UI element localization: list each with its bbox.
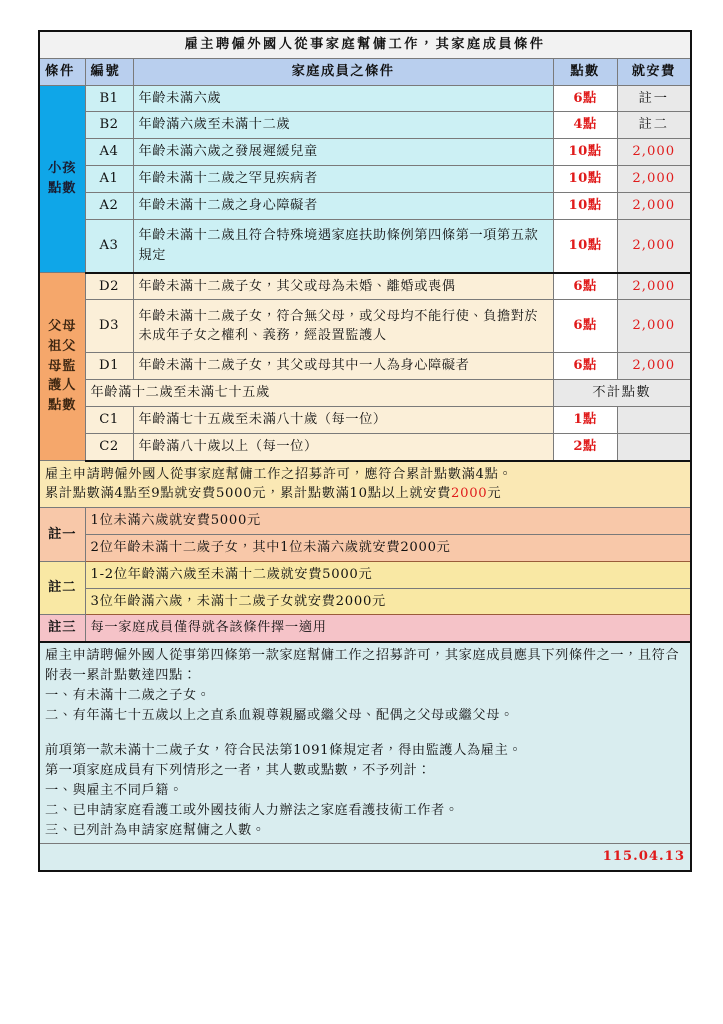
legal-row [39, 642, 691, 844]
note-label-1: 註一 [39, 508, 85, 562]
row-points: 1點 [553, 406, 617, 433]
page-title: 雇主聘僱外國人從事家庭幫傭工作，其家庭成員條件 [39, 31, 691, 58]
note-item: 每一家庭成員僅得就各該條件擇一適用 [85, 615, 691, 642]
note-row [39, 561, 691, 588]
table-row [39, 85, 691, 112]
row-description: 年齡未滿十二歲子女，其父或母為未婚、離婚或喪偶 [133, 273, 553, 300]
row-description: 年齡未滿十二歲子女，其父或母其中一人為身心障礙者 [133, 353, 553, 380]
row-points: 6點 [553, 300, 617, 353]
row-description: 年齡滿十二歲至未滿七十五歲 [85, 380, 553, 407]
header-fee: 就安費 [617, 58, 691, 85]
table-row [39, 192, 691, 219]
family-member-conditions-table [38, 30, 692, 872]
row-description: 年齡未滿六歲 [133, 85, 553, 112]
category-label-child [39, 85, 85, 272]
summary-box [39, 461, 691, 508]
table-row [39, 380, 691, 407]
row-fee: 2,000 [617, 300, 691, 353]
row-description: 年齡滿八十歲以上（每一位） [133, 433, 553, 460]
row-points-no-count: 不計點數 [553, 380, 691, 407]
row-fee [617, 433, 691, 460]
row-fee: 2,000 [617, 273, 691, 300]
row-fee: 2,000 [617, 192, 691, 219]
note-item: 3位年齡滿六歲，未滿十二歲子女就安費2000元 [85, 588, 691, 615]
row-fee: 2,000 [617, 139, 691, 166]
category-label-parent-text: 父母祖父母監護人點數 [48, 319, 77, 414]
row-code: C2 [85, 433, 133, 460]
row-code: D3 [85, 300, 133, 353]
row-points: 2點 [553, 433, 617, 460]
legal-paragraph-1: 雇主申請聘僱外國人從事第四條第一款家庭幫傭工作之招募許可，其家庭成員應具下列條件之一，且符合附表一累計點數達四點： [45, 648, 680, 683]
row-code: A4 [85, 139, 133, 166]
note-item: 1-2位年齡滿六歲至未滿十二歲就安費5000元 [85, 561, 691, 588]
table-row [39, 353, 691, 380]
summary-line-1: 雇主申請聘僱外國人從事家庭幫傭工作之招募許可，應符合累計點數滿4點。 [45, 466, 513, 482]
row-description: 年齡未滿十二歲子女，符合無父母，或父母均不能行使、負擔對於未成年子女之權利、義務，經設置監護人 [133, 300, 553, 353]
column-header-row [39, 58, 691, 85]
row-points: 10點 [553, 219, 617, 273]
summary-row [39, 461, 691, 508]
row-description: 年齡未滿十二歲且符合特殊境遇家庭扶助條例第四條第一項第五款規定 [133, 219, 553, 273]
row-code: A2 [85, 192, 133, 219]
row-description: 年齡滿七十五歲至未滿八十歲（每一位） [133, 406, 553, 433]
summary-line-2-after: 元 [487, 486, 502, 502]
row-points: 6點 [553, 353, 617, 380]
row-fee: 2,000 [617, 219, 691, 273]
row-code: A3 [85, 219, 133, 273]
header-description: 家庭成員之條件 [133, 58, 553, 85]
row-fee: 註一 [617, 85, 691, 112]
row-points: 10點 [553, 192, 617, 219]
row-description: 年齡未滿六歲之發展遲緩兒童 [133, 139, 553, 166]
document-date: 115.04.13 [39, 844, 691, 871]
note-row [39, 508, 691, 535]
note-label-2: 註二 [39, 561, 85, 615]
legal-paragraph-5: 第一項家庭成員有下列情形之一者，其人數或點數，不予列計： [45, 763, 432, 779]
row-code: D1 [85, 353, 133, 380]
row-points: 4點 [553, 112, 617, 139]
table-row [39, 273, 691, 300]
row-fee [617, 406, 691, 433]
table-row [39, 300, 691, 353]
header-code: 編號 [85, 58, 133, 85]
category-label-parent [39, 273, 85, 461]
note-item: 2位年齡未滿十二歲子女，其中1位未滿六歲就安費2000元 [85, 534, 691, 561]
row-code: D2 [85, 273, 133, 300]
date-row [39, 844, 691, 871]
row-fee: 註二 [617, 112, 691, 139]
legal-paragraph-7: 二、已申請家庭看護工或外國技術人力辦法之家庭看護技術工作者。 [45, 802, 459, 818]
legal-paragraph-6: 一、與雇主不同戶籍。 [45, 782, 183, 798]
table-row [39, 433, 691, 460]
legal-paragraph-2: 一、有未滿十二歲之子女。 [45, 687, 211, 703]
row-description: 年齡未滿十二歲之身心障礙者 [133, 192, 553, 219]
row-code: B1 [85, 85, 133, 112]
note-label-3: 註三 [39, 615, 85, 642]
summary-line-2 [45, 484, 685, 504]
row-points: 6點 [553, 273, 617, 300]
table-row [39, 406, 691, 433]
legal-paragraph-8: 三、已列計為申請家庭幫傭之人數。 [45, 822, 266, 838]
category-label-child-text: 小孩點數 [48, 161, 77, 196]
summary-line-2-before: 累計點數滿4點至9點就安費5000元，累計點數滿10點以上就安費 [45, 486, 452, 502]
header-points: 點數 [553, 58, 617, 85]
table-row [39, 219, 691, 273]
legal-paragraph-4: 前項第一款未滿十二歲子女，符合民法第1091條規定者，得由監護人為雇主。 [45, 743, 523, 759]
table-row [39, 139, 691, 166]
summary-highlight-amount: 2000 [451, 486, 488, 502]
note-item: 1位未滿六歲就安費5000元 [85, 508, 691, 535]
header-category: 條件 [39, 58, 85, 85]
table-row [39, 165, 691, 192]
table-row [39, 112, 691, 139]
row-points: 10點 [553, 165, 617, 192]
legal-text-block [39, 642, 691, 844]
row-fee: 2,000 [617, 165, 691, 192]
note-row [39, 615, 691, 642]
row-description: 年齡未滿十二歲之罕見疾病者 [133, 165, 553, 192]
title-row [39, 31, 691, 58]
row-points: 6點 [553, 85, 617, 112]
row-points: 10點 [553, 139, 617, 166]
row-description: 年齡滿六歲至未滿十二歲 [133, 112, 553, 139]
note-row [39, 534, 691, 561]
row-fee: 2,000 [617, 353, 691, 380]
row-code: A1 [85, 165, 133, 192]
row-code: B2 [85, 112, 133, 139]
note-row [39, 588, 691, 615]
legal-paragraph-3: 二、有年滿七十五歲以上之直系血親尊親屬或繼父母、配偶之父母或繼父母。 [45, 707, 514, 723]
row-code: C1 [85, 406, 133, 433]
